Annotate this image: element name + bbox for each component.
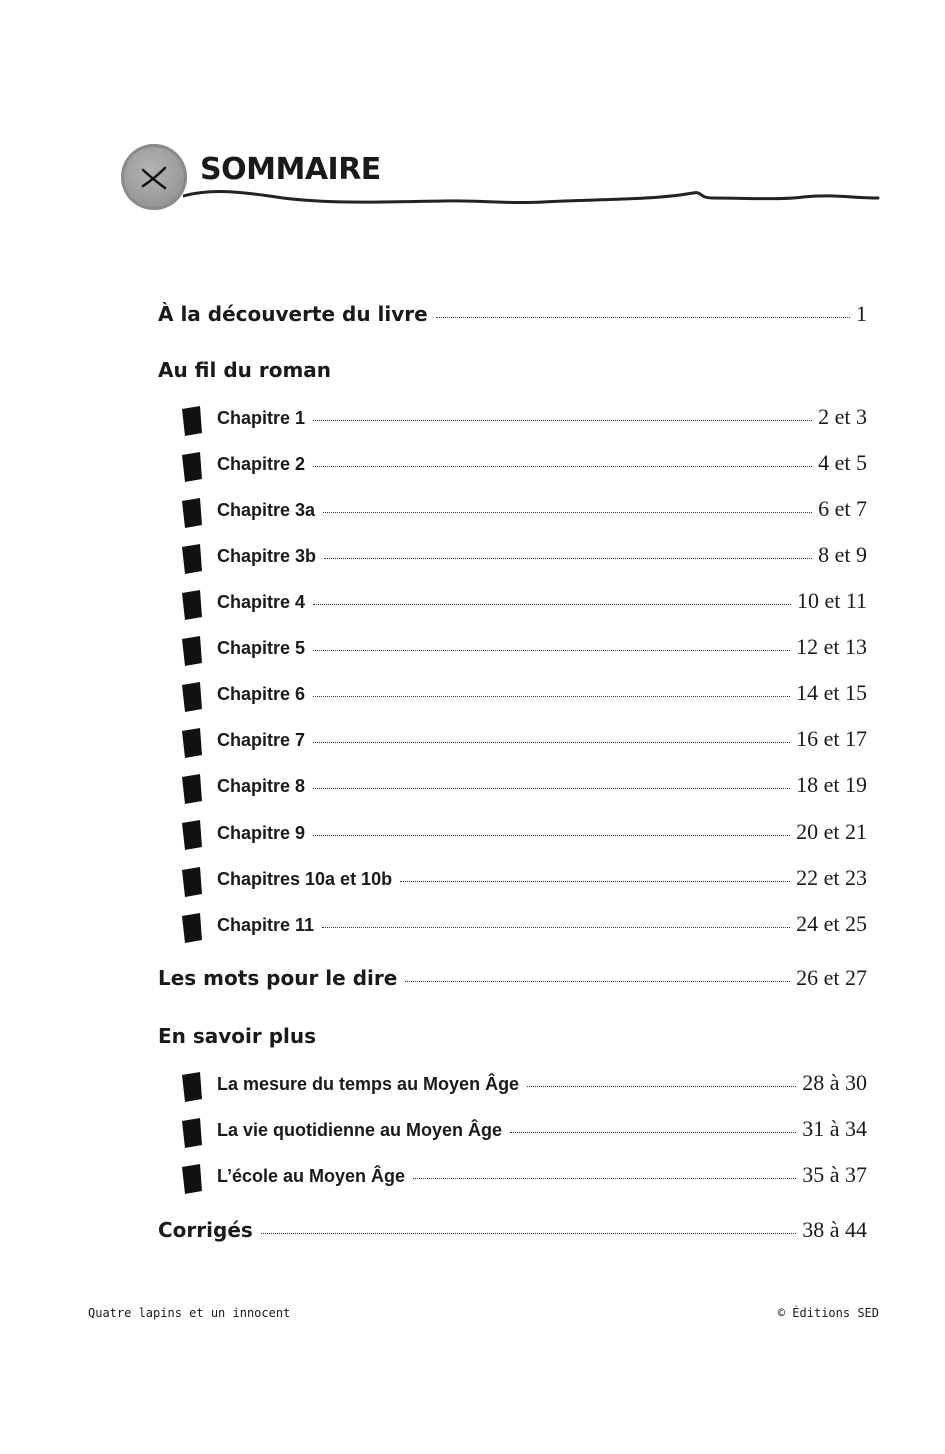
dot-leader [313, 649, 790, 651]
dot-leader [261, 1232, 796, 1234]
toc-entry-chapitre-7[interactable]: Chapitre 7 16 et 17 [217, 726, 867, 751]
bullet-icon [180, 498, 204, 528]
dot-leader [313, 787, 790, 789]
bullet-icon [180, 544, 204, 574]
dot-leader [324, 557, 812, 559]
dot-leader [527, 1085, 796, 1087]
bullet-icon [180, 1072, 204, 1102]
bullet-icon [180, 452, 204, 482]
bullet-icon [180, 728, 204, 758]
bullet-icon [180, 636, 204, 666]
dot-leader [436, 316, 850, 318]
toc-entry-corriges[interactable]: Corrigés 38 à 44 [158, 1217, 867, 1242]
toc-entry-chapitre-5[interactable]: Chapitre 5 12 et 13 [217, 634, 867, 659]
bullet-icon [180, 1164, 204, 1194]
dot-leader [313, 741, 790, 743]
footer-book-title: Quatre lapins et un innocent [88, 1306, 291, 1320]
title-underline [183, 184, 883, 214]
toc-entry-chapitre-3a[interactable]: Chapitre 3a 6 et 7 [217, 496, 867, 521]
bullet-icon [180, 406, 204, 436]
dot-leader [313, 603, 791, 605]
section-heading-roman: Au fil du roman [158, 358, 332, 382]
dot-leader [413, 1177, 796, 1179]
dot-leader [313, 465, 812, 467]
bullet-icon [180, 682, 204, 712]
dot-leader [405, 980, 790, 982]
bullet-icon [180, 820, 204, 850]
cross-icon [121, 144, 187, 210]
toc-entry-chapitre-8[interactable]: Chapitre 8 18 et 19 [217, 772, 867, 797]
bullet-icon [180, 867, 204, 897]
toc-entry-vie-quotidienne[interactable]: La vie quotidienne au Moyen Âge 31 à 34 [217, 1116, 867, 1141]
toc-entry-chapitre-2[interactable]: Chapitre 2 4 et 5 [217, 450, 867, 475]
toc-entry-chapitres-10[interactable]: Chapitres 10a et 10b 22 et 23 [217, 865, 867, 890]
toc-entry-chapitre-11[interactable]: Chapitre 11 24 et 25 [217, 911, 867, 936]
dot-leader [323, 511, 812, 513]
toc-entry-chapitre-6[interactable]: Chapitre 6 14 et 15 [217, 680, 867, 705]
dot-leader [313, 695, 790, 697]
page-title: SOMMAIRE [200, 152, 381, 187]
toc-entry-chapitre-4[interactable]: Chapitre 4 10 et 11 [217, 588, 867, 613]
dot-leader [510, 1131, 796, 1133]
bullet-icon [180, 774, 204, 804]
dot-leader [322, 926, 790, 928]
bullet-icon [180, 590, 204, 620]
bullet-icon [180, 1118, 204, 1148]
toc-entry-mesure-temps[interactable]: La mesure du temps au Moyen Âge 28 à 30 [217, 1070, 867, 1095]
dot-leader [400, 880, 790, 882]
section-heading-savoir: En savoir plus [158, 1024, 317, 1048]
bullet-icon [180, 913, 204, 943]
toc-entry-intro[interactable]: À la découverte du livre 1 [158, 301, 867, 326]
header-badge [121, 144, 187, 210]
toc-entry-chapitre-3b[interactable]: Chapitre 3b 8 et 9 [217, 542, 867, 567]
toc-entry-mots[interactable]: Les mots pour le dire 26 et 27 [158, 965, 867, 990]
toc-entry-chapitre-9[interactable]: Chapitre 9 20 et 21 [217, 819, 867, 844]
toc-entry-chapitre-1[interactable]: Chapitre 1 2 et 3 [217, 404, 867, 429]
dot-leader [313, 834, 790, 836]
dot-leader [313, 419, 812, 421]
footer-publisher: © Éditions SED [777, 1306, 879, 1320]
toc-entry-ecole[interactable]: L’école au Moyen Âge 35 à 37 [217, 1162, 867, 1187]
